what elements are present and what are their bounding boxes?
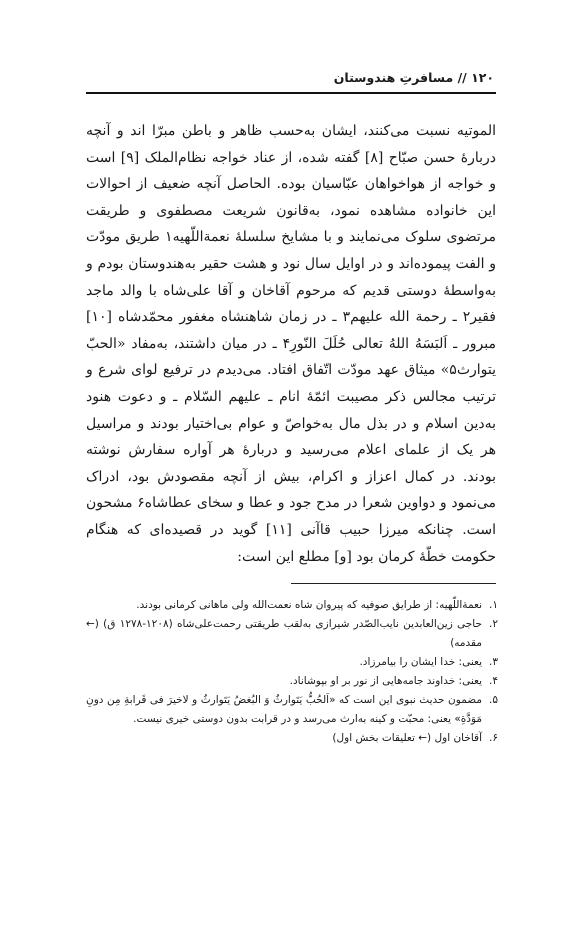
footnote-number: ۵. — [489, 694, 498, 706]
footnote-number: ۱. — [489, 599, 498, 611]
footnote-text: آقاخان اول (← تعلیقات بخش اول) — [332, 732, 482, 744]
footnote-text: نعمةاللّهیه: از طرایق صوفیه که پیروان شاه نعمت‌الله ولی ماهانی کرمانی بودند. — [136, 599, 482, 611]
footnote-3 — [86, 653, 498, 672]
body-paragraph: الموتیه نسبت می‌کنند، ایشان به‌حسب ظاهر و باطن مبرّا اند و آنچه دربارهٔ حسن صبّاح [۸] گفته شده، از عناد خواجه نظام‌الملک [۹] است و خواجه از هواخواهان عبّاسیان بوده. الحاصل آنچه ضعیف از احوالات این خانواده مشاهده نمود، به‌قانون شریعت مصطفوی و طریقت مرتضوی سلوک می‌نمایند و با مشایخ سلسلهٔ نعمةاللّهیه۱ طریق مودّت و الفت پیموده‌اند و در اوایل سال نود و هشت حقیر به‌هندوستان بودم و به‌واسطهٔ دوستی قدیم که مرحوم آقاخان و آقا علی‌شاه با والد ماجد فقیر۲ ـ رحمة الله علیهم۳ ـ در زمان شاهنشاه مغفور محمّدشاه [۱۰] مبرور ـ اَلبَسَهُ اللهُ تعالی حُلَلَ النّورِ۴ ـ در میان داشتند، به‌مفاد «الحبّ یتوارث۵» میثاق عهد مودّت اتّفاق افتاد. می‌دیدم در ترفیع لوای شرع و ترتیب مجالس ذکر مصیبت ائمّهٔ انام ـ علیهم السّلام ـ و دعوت هنود به‌دین اسلام و در بذل مال به‌خواصّ و عوام بی‌اختیار بودند و مراسیل هر یک از علمای اعلام می‌رسید و دربارهٔ هر آواره سفارش نوشته بودند. در کمال اعزاز و اکرام، بیش از آنچه مقصودش بود، ادراک می‌نمود و دواوین شعرا در مدح جود و عطا و سخای عطاشاه۶ مشحون است. چنانکه میرزا حبیب قاآنی [۱۱] گوید در قصیده‌ای که هنگام حکومت خطّهٔ کرمان بود [و] مطلع این است: — [86, 123, 497, 565]
footnote-2 — [86, 615, 498, 653]
footnote-text: حاجی زین‌العابدین نایب‌الصّدر شیرازی به‌لقب طریقتی رحمت‌علی‌شاه (۱۲۰۸-۱۲۷۸ ق) (← مقدمه) — [86, 618, 482, 649]
page-header — [86, 66, 496, 94]
running-head: ۱۲۰ // مسافرتِ هندوستان — [333, 70, 494, 85]
footnote-text: یعنی: خدا ایشان را بیامرزاد. — [359, 656, 482, 668]
main-text — [86, 118, 496, 570]
footnote-6 — [86, 729, 498, 748]
footnote-number: ۶. — [489, 732, 498, 744]
footnote-number: ۲. — [489, 618, 498, 630]
footnote-separator — [291, 583, 496, 584]
footnote-number: ۴. — [489, 675, 498, 687]
footnote-5 — [86, 691, 498, 729]
footnote-text: یعنی: خداوند جامه‌هایی از نور بر او بپوشاناد. — [289, 675, 482, 687]
footnote-number: ۳. — [489, 656, 498, 668]
footnote-text: مضمون حدیث نبوی این است که «اَلحُبُّ یَتَوارثُ وَ البُغضُ یَتَوارثُ و لاخیرَ فی قَرابةِ مِن دونِ مَوَدَّةِ» یعنی: محبّت و کینه به‌ارث می‌رسد و در قرابت بدون دوستی خیری نیست. — [86, 694, 482, 725]
footnote-4 — [86, 672, 498, 691]
footnote-1 — [86, 596, 498, 615]
footnotes — [86, 596, 498, 748]
